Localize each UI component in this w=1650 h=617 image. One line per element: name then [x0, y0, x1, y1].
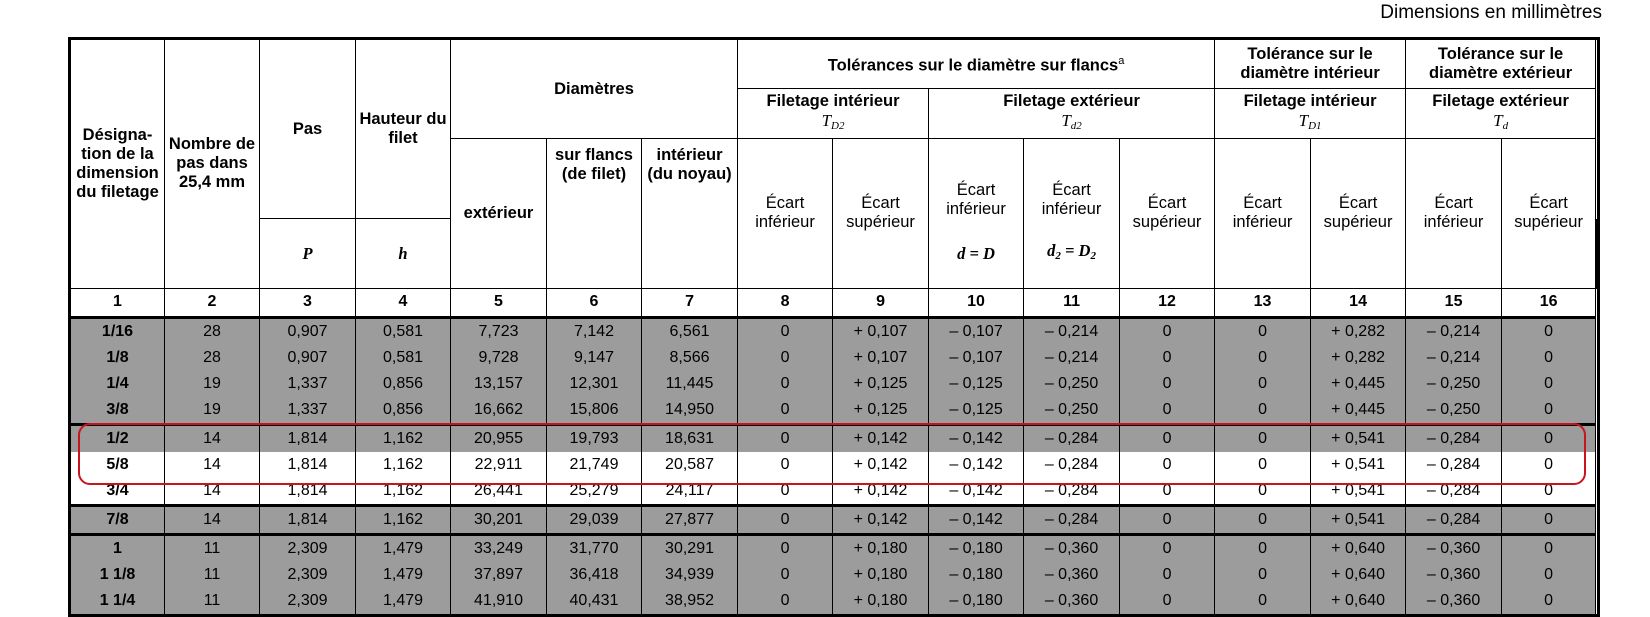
table-cell: 0 — [738, 505, 833, 534]
table-cell: 30,201 — [451, 505, 547, 534]
symbol-td: $T_d$ — [1406, 111, 1595, 136]
table-cell: 1,479 — [356, 562, 451, 588]
thread-designation: 5/8 — [70, 452, 165, 478]
table-row — [70, 505, 1599, 534]
table-cell: 9,147 — [547, 345, 642, 371]
table-cell: 0 — [1120, 371, 1215, 397]
table-cell: 21,749 — [547, 452, 642, 478]
symbol-h: h — [356, 219, 451, 289]
table-cell: 11 — [165, 562, 260, 588]
table-cell: – 0,284 — [1024, 452, 1120, 478]
table-cell: + 0,107 — [833, 317, 929, 345]
column-number: 5 — [451, 288, 547, 317]
header-minor-diameter-tolerance: Tolérance sur le diamètre intérieur — [1215, 39, 1406, 89]
symbol-td2-ext: $T_{d2}$ — [929, 111, 1214, 136]
table-cell: 1,162 — [356, 478, 451, 506]
table-cell: 20,587 — [642, 452, 738, 478]
table-cell: 0 — [1215, 562, 1311, 588]
table-cell: 0 — [738, 588, 833, 616]
thread-designation: 1/2 — [70, 424, 165, 452]
table-cell: 0 — [1120, 478, 1215, 506]
table-cell: 26,441 — [451, 478, 547, 506]
header-col10-lower: Écart inférieur — [929, 139, 1024, 219]
table-cell: 0 — [1502, 478, 1596, 506]
table-cell: – 0,284 — [1406, 424, 1502, 452]
thread-designation: 1 1/4 — [70, 588, 165, 616]
table-cell: – 0,284 — [1024, 424, 1120, 452]
symbol-d2-equals-D2 — [1024, 219, 1120, 289]
table-cell: – 0,360 — [1024, 534, 1120, 562]
thread-designation: 1/4 — [70, 371, 165, 397]
table-cell: – 0,214 — [1406, 317, 1502, 345]
table-cell: – 0,360 — [1406, 534, 1502, 562]
column-number: 6 — [547, 288, 642, 317]
table-cell: 0 — [738, 371, 833, 397]
table-row — [70, 317, 1599, 345]
internal-thread-label-2: Filetage intérieur — [1215, 92, 1405, 111]
table-cell: – 0,125 — [929, 397, 1024, 425]
table-cell: 0 — [1215, 397, 1311, 425]
table-cell: – 0,360 — [1024, 588, 1120, 616]
table-cell: 30,291 — [642, 534, 738, 562]
table-cell: 0 — [1502, 534, 1596, 562]
table-cell: 0 — [738, 478, 833, 506]
table-cell: 36,418 — [547, 562, 642, 588]
table-cell: 0 — [1502, 588, 1596, 616]
header-internal-thread-minor — [1215, 89, 1406, 139]
table-cell: 38,952 — [642, 588, 738, 616]
table-cell: – 0,214 — [1406, 345, 1502, 371]
table-cell: 2,309 — [260, 534, 356, 562]
table-cell: 31,770 — [547, 534, 642, 562]
table-cell: 14,950 — [642, 397, 738, 425]
table-cell: 0,581 — [356, 317, 451, 345]
symbol-td-sub: d — [1503, 120, 1509, 132]
table-cell: 0 — [1215, 345, 1311, 371]
table-cell: 1,479 — [356, 534, 451, 562]
table-cell: + 0,107 — [833, 345, 929, 371]
column-number: 1 — [70, 288, 165, 317]
column-number: 9 — [833, 288, 929, 317]
column-number: 14 — [1311, 288, 1406, 317]
header-col11-lower: Écart inférieur — [1024, 139, 1120, 219]
column-number: 10 — [929, 288, 1024, 317]
symbol-td2-sub: D2 — [831, 120, 844, 132]
table-cell: – 0,360 — [1024, 562, 1120, 588]
table-row — [70, 424, 1599, 452]
table-cell: – 0,125 — [929, 371, 1024, 397]
table-cell: 0 — [1120, 397, 1215, 425]
symbol-d-equals-D: d = D — [929, 219, 1024, 289]
symbol-d2-sub: 2 — [1055, 250, 1061, 262]
table-cell: – 0,142 — [929, 505, 1024, 534]
header-pitch-diameter: sur flancs (de filet) — [547, 139, 642, 289]
table-cell: – 0,180 — [929, 588, 1024, 616]
table-cell: 0 — [738, 345, 833, 371]
table-cell: 0 — [1502, 424, 1596, 452]
table-cell: 8,566 — [642, 345, 738, 371]
table-cell: 28 — [165, 317, 260, 345]
table-cell: + 0,445 — [1311, 371, 1406, 397]
header-diameters: Diamètres — [451, 39, 738, 139]
header-pitch-count: Nombre de pas dans 25,4 mm — [165, 39, 260, 289]
table-cell: 0 — [738, 534, 833, 562]
table-cell: + 0,541 — [1311, 424, 1406, 452]
header-external-thread-pd — [929, 89, 1215, 139]
table-cell: + 0,445 — [1311, 397, 1406, 425]
table-cell: 14 — [165, 424, 260, 452]
table-cell: + 0,640 — [1311, 588, 1406, 616]
table-cell: 7,142 — [547, 317, 642, 345]
table-cell: – 0,284 — [1024, 478, 1120, 506]
table-cell: + 0,282 — [1311, 317, 1406, 345]
table-cell: + 0,125 — [833, 397, 929, 425]
table-cell: – 0,250 — [1406, 371, 1502, 397]
table-row — [70, 534, 1599, 562]
header-col9-upper: Écart supérieur — [833, 139, 929, 289]
table-cell: 1,814 — [260, 505, 356, 534]
table-cell: 37,897 — [451, 562, 547, 588]
table-cell: 14 — [165, 452, 260, 478]
table-cell: 12,301 — [547, 371, 642, 397]
table-cell: 14 — [165, 478, 260, 506]
table-cell: 16,662 — [451, 397, 547, 425]
table-cell: + 0,142 — [833, 452, 929, 478]
thread-designation: 1 1/8 — [70, 562, 165, 588]
table-cell: 22,911 — [451, 452, 547, 478]
header-pitch: Pas — [260, 39, 356, 219]
table-cell: + 0,541 — [1311, 478, 1406, 506]
internal-thread-label: Filetage intérieur — [738, 92, 928, 111]
symbol-td2-ext-sub: d2 — [1071, 120, 1082, 132]
table-cell: 0 — [1120, 505, 1215, 534]
table-cell: 9,728 — [451, 345, 547, 371]
table-row — [70, 371, 1599, 397]
table-cell: 0,581 — [356, 345, 451, 371]
table-cell: + 0,180 — [833, 588, 929, 616]
class-b-label — [1598, 219, 1599, 289]
table-cell: 0 — [738, 562, 833, 588]
thread-designation: 3/4 — [70, 478, 165, 506]
table-cell: + 0,142 — [833, 424, 929, 452]
external-thread-label: Filetage extérieur — [929, 92, 1214, 111]
table-cell: 0 — [738, 317, 833, 345]
table-cell: 0 — [1215, 317, 1311, 345]
table-cell: + 0,125 — [833, 371, 929, 397]
table-cell: 0 — [1215, 371, 1311, 397]
table-cell: + 0,142 — [833, 505, 929, 534]
table-cell: 19 — [165, 397, 260, 425]
table-cell: 0 — [1502, 317, 1596, 345]
table-cell: – 0,107 — [929, 317, 1024, 345]
table-cell: 0 — [1120, 534, 1215, 562]
table-cell: + 0,180 — [833, 534, 929, 562]
table-cell: – 0,284 — [1406, 478, 1502, 506]
table-cell: 1,814 — [260, 424, 356, 452]
table-cell: – 0,284 — [1024, 505, 1120, 534]
header-designation: Désigna-tion de la dimension du filetage — [70, 39, 165, 289]
table-cell: 0 — [1215, 424, 1311, 452]
table-cell: + 0,640 — [1311, 562, 1406, 588]
header-major-diameter: extérieur — [451, 139, 547, 289]
table-cell: – 0,180 — [929, 534, 1024, 562]
table-cell: 1,814 — [260, 478, 356, 506]
table-cell: 0 — [1502, 345, 1596, 371]
header-thread-height: Hauteur du filet — [356, 39, 451, 219]
table-cell: 41,910 — [451, 588, 547, 616]
table-cell: 0 — [1215, 452, 1311, 478]
table-row — [70, 345, 1599, 371]
table-cell: – 0,214 — [1024, 345, 1120, 371]
table-cell: + 0,142 — [833, 478, 929, 506]
table-row — [70, 452, 1599, 478]
table-cell: 0 — [1502, 562, 1596, 588]
thread-designation: 1/16 — [70, 317, 165, 345]
symbol-td1: $T_{D1}$ — [1215, 111, 1405, 136]
symbol-td2: $T_{D2}$ — [738, 111, 928, 136]
table-cell: 18,631 — [642, 424, 738, 452]
header-minor-diameter: intérieur (du noyau) — [642, 139, 738, 289]
table-row — [70, 478, 1599, 506]
table-cell: + 0,282 — [1311, 345, 1406, 371]
header-col16-upper: Écart supérieur — [1502, 139, 1596, 289]
table-cell: 7,723 — [451, 317, 547, 345]
table-cell: 6,561 — [642, 317, 738, 345]
table-cell: 24,117 — [642, 478, 738, 506]
symbol-p: P — [260, 219, 356, 289]
footnote-a: a — [1118, 55, 1124, 67]
table-cell: + 0,541 — [1311, 505, 1406, 534]
table-cell: 1,162 — [356, 452, 451, 478]
column-number: 2 — [165, 288, 260, 317]
table-cell: 11,445 — [642, 371, 738, 397]
header-col14-upper: Écart supérieur — [1311, 139, 1406, 289]
symbol-td1-sub: D1 — [1308, 120, 1321, 132]
header-internal-thread-pd — [738, 89, 929, 139]
column-number: 8 — [738, 288, 833, 317]
table-cell: 0,856 — [356, 371, 451, 397]
table-cell: 0 — [738, 397, 833, 425]
table-cell: 28 — [165, 345, 260, 371]
table-cell: 15,806 — [547, 397, 642, 425]
table-cell: 34,939 — [642, 562, 738, 588]
table-cell: 25,279 — [547, 478, 642, 506]
header-pitch-diameter-tolerances — [738, 39, 1215, 89]
table-cell: – 0,250 — [1024, 371, 1120, 397]
column-number: 11 — [1024, 288, 1120, 317]
table-cell: 14 — [165, 505, 260, 534]
table-cell: 0 — [1502, 371, 1596, 397]
column-number-row — [70, 288, 1599, 317]
table-cell: – 0,214 — [1024, 317, 1120, 345]
header-external-thread-major — [1406, 89, 1596, 139]
header-col8-lower: Écart inférieur — [738, 139, 833, 289]
header-pitch-diameter-tolerances-text: Tolérances sur le diamètre sur flancs — [828, 57, 1118, 75]
table-cell: 11 — [165, 534, 260, 562]
table-cell: 0 — [1502, 452, 1596, 478]
column-number: 3 — [260, 288, 356, 317]
table-cell: – 0,180 — [929, 562, 1024, 588]
table-cell: – 0,250 — [1406, 397, 1502, 425]
table-cell: – 0,284 — [1406, 452, 1502, 478]
header-major-diameter-tolerance: Tolérance sur le diamètre extérieur — [1406, 39, 1596, 89]
table-cell: – 0,250 — [1024, 397, 1120, 425]
table-cell: + 0,541 — [1311, 452, 1406, 478]
table-cell: 0 — [1502, 397, 1596, 425]
thread-dimensions-table — [68, 37, 1600, 617]
column-number: 13 — [1215, 288, 1311, 317]
table-cell: 0 — [1120, 588, 1215, 616]
symbol-D2: = D — [1061, 241, 1091, 260]
table-cell: 29,039 — [547, 505, 642, 534]
table-cell: – 0,142 — [929, 424, 1024, 452]
table-cell: 1,337 — [260, 371, 356, 397]
thread-designation: 7/8 — [70, 505, 165, 534]
table-cell: – 0,360 — [1406, 588, 1502, 616]
table-cell: 0 — [1502, 505, 1596, 534]
table-cell: 0 — [1120, 317, 1215, 345]
column-number: 16 — [1502, 288, 1596, 317]
table-cell: 0 — [1120, 345, 1215, 371]
symbol-D2-sub: 2 — [1090, 250, 1096, 262]
table-cell: 0 — [738, 452, 833, 478]
table-cell: 0 — [1120, 452, 1215, 478]
table-row — [70, 562, 1599, 588]
table-row — [70, 397, 1599, 425]
header-col12-upper: Écart supérieur — [1120, 139, 1215, 289]
table-cell: – 0,142 — [929, 478, 1024, 506]
table-cell: 0 — [1215, 505, 1311, 534]
table-cell: 0 — [738, 424, 833, 452]
table-row — [70, 588, 1599, 616]
table-cell: 40,431 — [547, 588, 642, 616]
column-number: 15 — [1406, 288, 1502, 317]
table-cell: 1,162 — [356, 424, 451, 452]
table-cell: 1,162 — [356, 505, 451, 534]
column-number: 4 — [356, 288, 451, 317]
table-cell: 0 — [1120, 424, 1215, 452]
table-cell: 19,793 — [547, 424, 642, 452]
table-cell: 0,856 — [356, 397, 451, 425]
table-cell: 0 — [1215, 588, 1311, 616]
column-number: 12 — [1120, 288, 1215, 317]
table-cell: 0,907 — [260, 345, 356, 371]
table-cell: 11 — [165, 588, 260, 616]
table-cell: 13,157 — [451, 371, 547, 397]
thread-designation: 1/8 — [70, 345, 165, 371]
column-number: 7 — [642, 288, 738, 317]
table-cell: 0 — [1215, 534, 1311, 562]
table-cell: – 0,107 — [929, 345, 1024, 371]
table-cell: – 0,142 — [929, 452, 1024, 478]
table-cell: – 0,360 — [1406, 562, 1502, 588]
table-cell: 33,249 — [451, 534, 547, 562]
table-cell: 20,955 — [451, 424, 547, 452]
thread-designation: 1 — [70, 534, 165, 562]
table-cell: 0,907 — [260, 317, 356, 345]
table-cell: 2,309 — [260, 562, 356, 588]
table-cell: 1,337 — [260, 397, 356, 425]
table-cell: + 0,640 — [1311, 534, 1406, 562]
external-thread-label-2: Filetage extérieur — [1406, 92, 1595, 111]
table-cell: 1,479 — [356, 588, 451, 616]
table-cell: 27,877 — [642, 505, 738, 534]
table-cell: 0 — [1120, 562, 1215, 588]
table-cell: 0 — [1215, 478, 1311, 506]
symbol-d2: d — [1047, 241, 1055, 260]
header-col13-lower: Écart inférieur — [1215, 139, 1311, 289]
table-cell: 2,309 — [260, 588, 356, 616]
table-cell: – 0,284 — [1406, 505, 1502, 534]
table-cell: 1,814 — [260, 452, 356, 478]
header-col15-lower: Écart inférieur — [1406, 139, 1502, 289]
table-cell: 19 — [165, 371, 260, 397]
units-note: Dimensions en millimètres — [1380, 2, 1602, 24]
thread-designation: 3/8 — [70, 397, 165, 425]
table-cell: + 0,180 — [833, 562, 929, 588]
